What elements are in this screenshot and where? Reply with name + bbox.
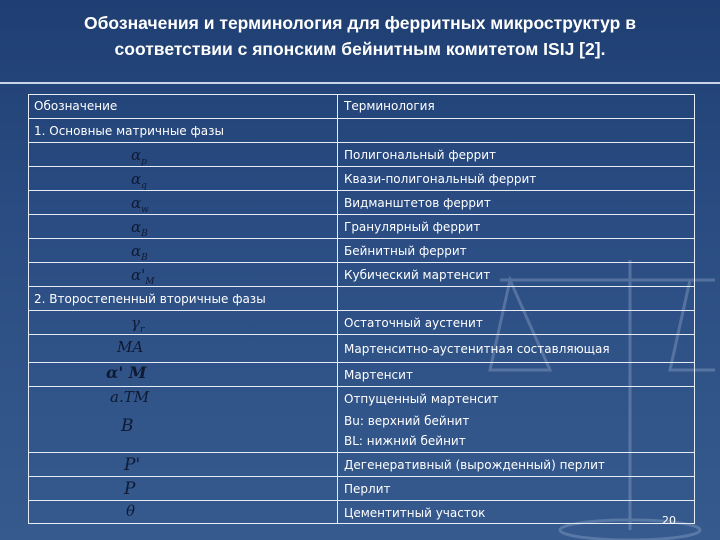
symbol-p: P bbox=[124, 479, 136, 499]
section-title-main-phases: 1. Основные матричные фазы bbox=[34, 124, 224, 138]
row-line bbox=[28, 310, 695, 311]
title-line-1: Обозначения и терминология для ферритных микроструктур в bbox=[84, 13, 636, 33]
row-line bbox=[28, 262, 695, 263]
symbol-ma: MA bbox=[117, 338, 144, 356]
term-retained-austenite: Остаточный аустенит bbox=[344, 316, 483, 330]
row-line bbox=[28, 452, 695, 453]
term-widmanstatten-ferrite: Видманштетов феррит bbox=[344, 196, 491, 210]
term-upper-bainite: Bu: верхний бейнит bbox=[344, 414, 470, 428]
symbol-alpha-prime-martensite: α' M bbox=[106, 363, 147, 382]
term-cubic-martensite: Кубический мартенсит bbox=[344, 268, 491, 282]
row-line bbox=[28, 238, 695, 239]
header-terminology: Терминология bbox=[344, 99, 435, 113]
term-martensite-austenite: Мартенситно-аустенитная составляющая bbox=[344, 342, 610, 356]
title-divider bbox=[0, 82, 720, 84]
symbol-atm: a.TM bbox=[110, 388, 150, 406]
symbol-gamma-r: $\gamma_r$ bbox=[131, 314, 145, 335]
terminology-table bbox=[28, 94, 695, 524]
term-degenerate-pearlite: Дегенеративный (вырожденный) перлит bbox=[344, 458, 605, 472]
term-cementite-area: Цементитный участок bbox=[344, 506, 486, 520]
row-line bbox=[28, 334, 695, 335]
term-polygonal-ferrite: Полигональный феррит bbox=[344, 148, 497, 162]
term-tempered-martensite: Отпущенный мартенсит bbox=[344, 392, 499, 406]
term-lower-bainite: BL: нижний бейнит bbox=[344, 434, 466, 448]
symbol-alpha-b-bainitic: $\alpha_B$ bbox=[131, 242, 148, 263]
column-divider bbox=[337, 94, 338, 524]
row-line bbox=[28, 386, 695, 387]
title-line-2: соответствии с японским бейнитным комитетом ISIJ [2]. bbox=[114, 39, 606, 59]
symbol-theta: θ bbox=[126, 502, 136, 520]
symbol-alpha-prime-m: $\alpha'_M$ bbox=[131, 266, 155, 287]
header-designation: Обозначение bbox=[34, 99, 118, 113]
row-line bbox=[28, 286, 695, 287]
row-line bbox=[28, 214, 695, 215]
page-number: 20 bbox=[662, 514, 676, 527]
row-line bbox=[28, 166, 695, 167]
term-martensite: Мартенсит bbox=[344, 368, 413, 382]
section-title-secondary-phases: 2. Второстепенный вторичные фазы bbox=[34, 292, 266, 306]
symbol-alpha-p: $\alpha_p$ bbox=[131, 146, 147, 167]
row-line bbox=[28, 476, 695, 477]
row-line bbox=[28, 190, 695, 191]
symbol-b: B bbox=[121, 416, 134, 436]
symbol-p-prime: P' bbox=[124, 455, 141, 475]
symbol-alpha-w: $\alpha_w$ bbox=[131, 194, 149, 215]
term-bainitic-ferrite: Бейнитный феррит bbox=[344, 244, 467, 258]
term-granular-ferrite: Гранулярный феррит bbox=[344, 220, 481, 234]
symbol-alpha-b-granular: $\alpha_B$ bbox=[131, 218, 148, 239]
row-line bbox=[28, 500, 695, 501]
term-quasi-polygonal-ferrite: Квази-полигональный феррит bbox=[344, 172, 537, 186]
row-line bbox=[28, 118, 695, 119]
row-line bbox=[28, 142, 695, 143]
symbol-alpha-q: $\alpha_q$ bbox=[131, 170, 147, 191]
term-pearlite: Перлит bbox=[344, 482, 391, 496]
page-title bbox=[0, 10, 720, 62]
